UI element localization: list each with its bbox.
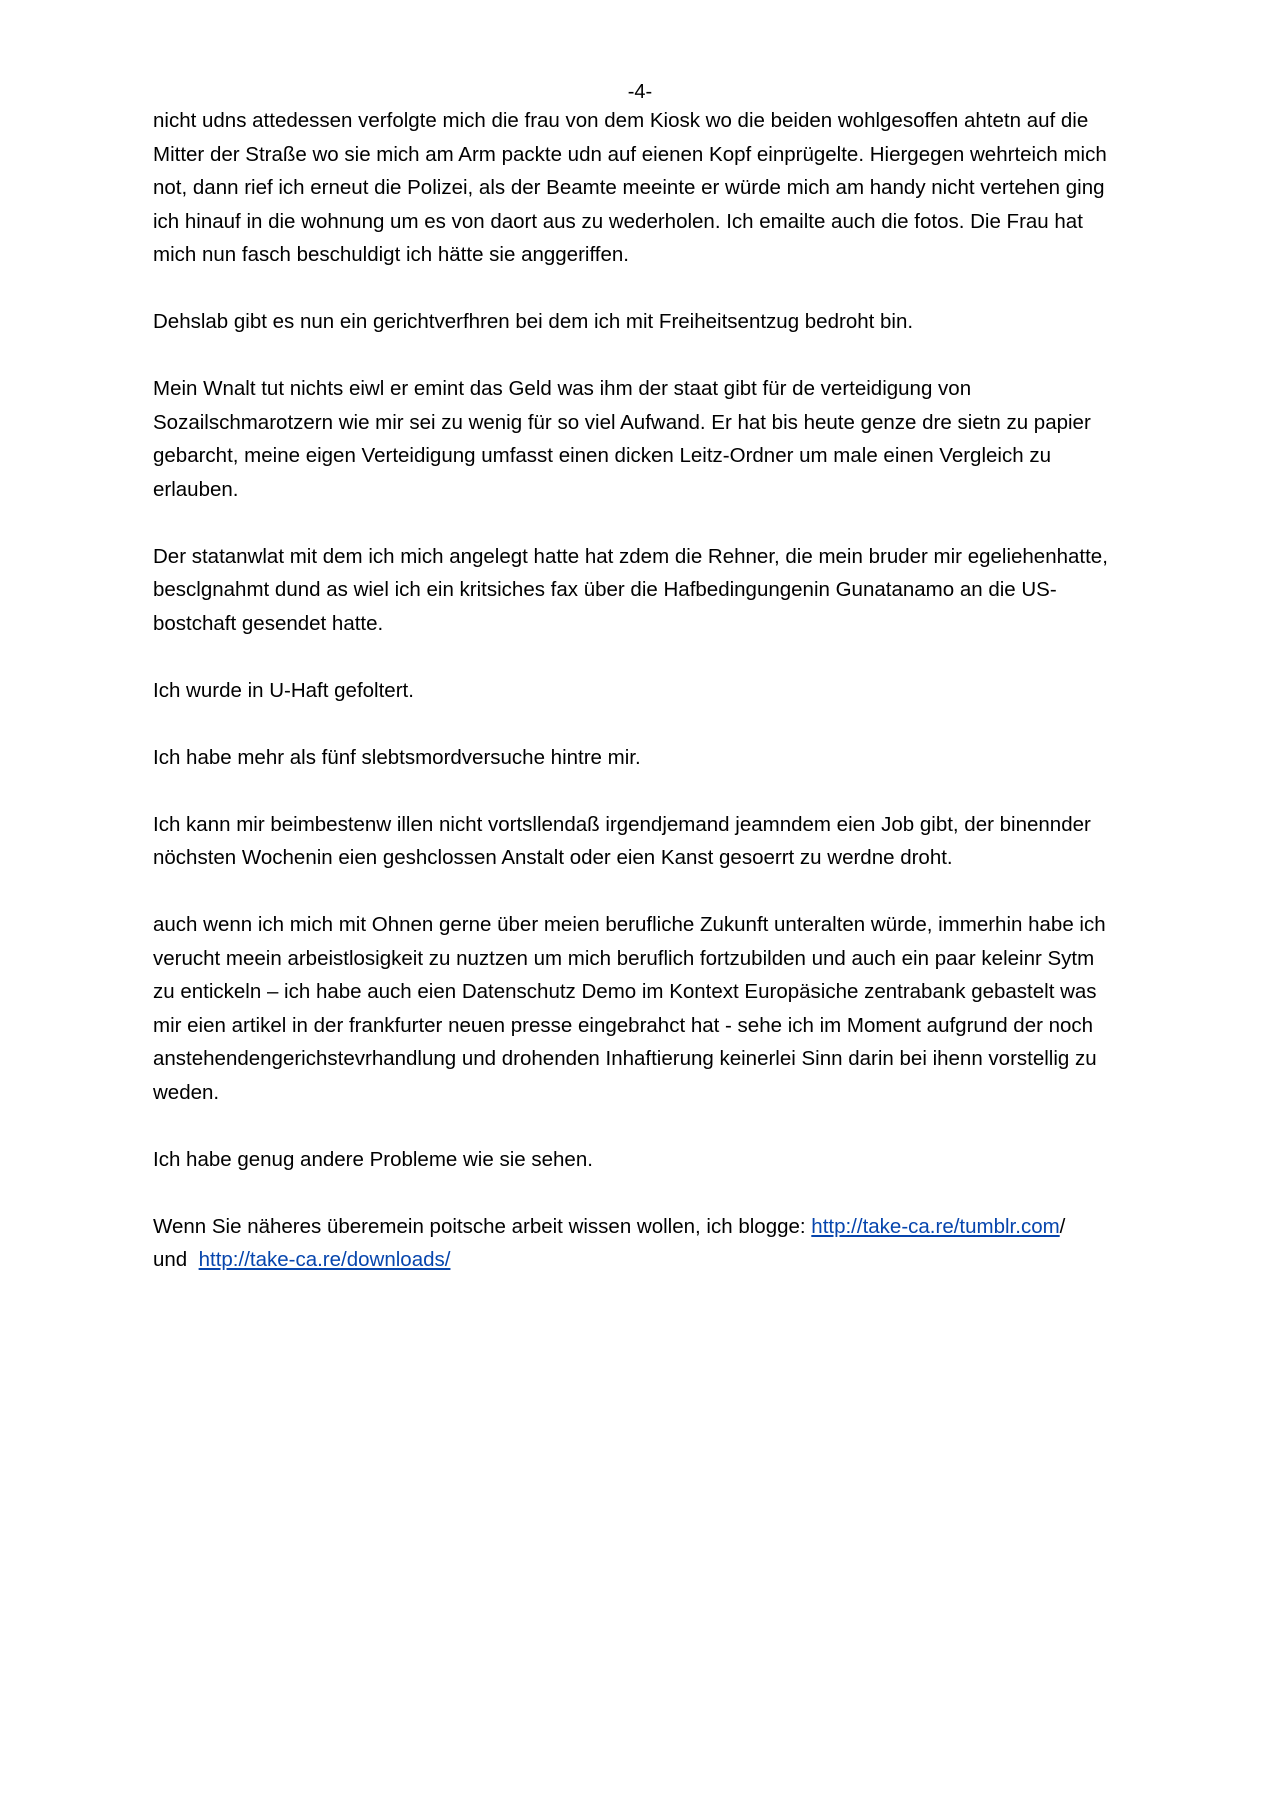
closing-text: und [153,1248,199,1271]
text-line: auch wenn ich mich mit Ohnen gerne über meien berufliche Zukunft unteralten würde, immerhin habe ich [153,913,1106,936]
text-line: besclgnahmt dund as wiel ich ein kritsiches fax über die Hafbedingungenin Gunatanamo an die US- [153,578,1057,601]
closing-line [153,1243,1193,1277]
paragraph [153,741,1193,775]
text-line: anstehendengerichstevrhandlung und drohenden Inhaftierung keinerlei Sinn darin bei ihenn vorstellig zu [153,1047,1097,1070]
paragraph [153,908,1193,1109]
text-line: Ich kann mir beimbestenw illen nicht vortsllendaß irgendjemand jeamndem eien Job gibt, der binennder [153,812,1091,836]
closing-line [153,1210,1193,1244]
text-line: nöchsten Wochenin eien geshclossen Anstalt oder eien Kanst gesoerrt zu werdne droht. [153,846,953,869]
text-line: Mein Wnalt tut nichts eiwl er emint das Geld was ihm der staat gibt für de verteidigung von [153,377,972,400]
paragraph [153,808,1193,875]
text-line: zu entickeln – ich habe auch eien Datenschutz Demo im Kontext Europäsiche zentrabank gebastelt was [153,980,1097,1003]
page-number: -4- [627,81,653,103]
downloads-link[interactable]: http://take-ca.re/downloads/ [198,1248,451,1271]
tumblr-link[interactable]: http://take-ca.re/tumblr.com [811,1214,1060,1238]
text-line: Dehslab gibt es nun ein gerichtverfhren bei dem ich mit Freiheitsentzug bedroht bin. [153,310,914,333]
text-line: nicht udns attedessen verfolgte mich die frau von dem Kiosk wo die beiden wohlgesoffen ahtetn auf die [153,109,1089,132]
text-line: Mitter der Straße wo sie mich am Arm packte udn auf eienen Kopf einprügelte. Hiergegen wehrteich mich [153,142,1107,166]
closing-slash: / [1059,1214,1066,1238]
text-line: verucht meein arbeistlosigkeit zu nuztzen um mich beruflich fortzubilden und auch ein paar keleinr Sytm [153,946,1095,970]
text-line: weden. [153,1080,220,1104]
letter-body [153,104,1193,1310]
paragraph [153,674,1193,708]
text-line: Ich habe genug andere Probleme wie sie sehen. [153,1147,593,1171]
text-line: Ich habe mehr als fünf slebtsmordversuche hintre mir. [153,745,641,769]
text-line: Der statanwlat mit dem ich mich angelegt hatte hat zdem die Rehner, die mein bruder mir egeliehenhatte, [153,544,1108,568]
paragraph [153,305,1193,339]
text-line: bostchaft gesendet hatte. [153,611,384,635]
text-line: erlauben. [153,477,239,501]
text-line: Sozailschmarotzern wie mir sei zu wenig für so viel Aufwand. Er hat bis heute genze dre sietn zu papier [153,410,1091,434]
text-line: not, dann rief ich erneut die Polizei, als der Beamte meeinte er würde mich am handy nicht vertehen ging [153,176,1105,199]
paragraph [153,1143,1193,1177]
closing-text: Wenn Sie näheres überemein poitsche arbeit wissen wollen, ich blogge: [153,1214,812,1238]
text-line: gebarcht, meine eigen Verteidigung umfasst einen dicken Leitz-Ordner um male einen Vergleich zu [153,444,1051,467]
text-line: Ich wurde in U-Haft gefoltert. [153,678,414,702]
text-line: mir eien artikel in der frankfurter neuen presse eingebrahct hat - sehe ich im Moment aufgrund der noch [153,1013,1094,1037]
paragraph [153,104,1193,272]
closing-paragraph [153,1210,1193,1277]
paragraph [153,372,1193,506]
text-line: mich nun fasch beschuldigt ich hätte sie anggeriffen. [153,243,629,266]
paragraph [153,540,1193,641]
text-line: ich hinauf in die wohnung um es von daort aus zu wederholen. Ich emailte auch die fotos. Die Frau hat [153,209,1083,233]
